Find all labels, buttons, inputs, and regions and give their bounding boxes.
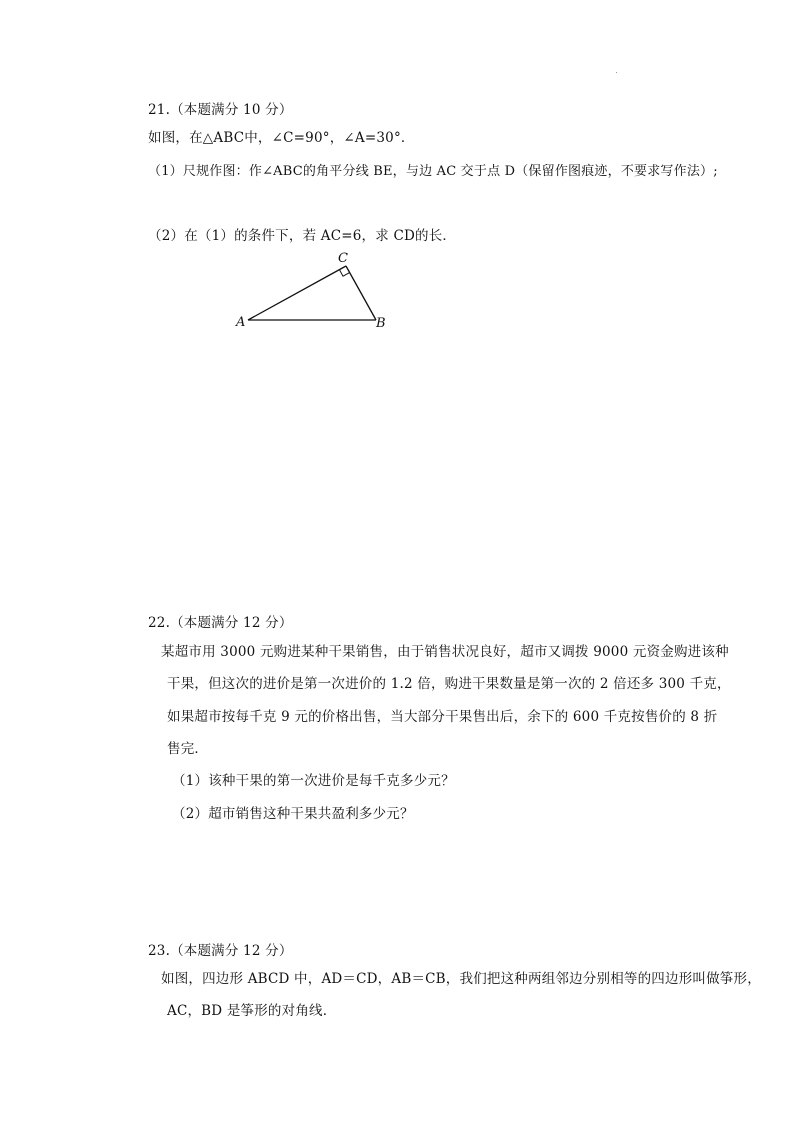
vertex-c-label: C xyxy=(338,251,348,266)
q23-heading: 23.（本题满分 12 分） xyxy=(148,943,293,959)
q23-line1: 如图，四边形 ABCD 中，AD＝CD，AB＝CB，我们把这种两组邻边分别相等的四边形叫做筝形， xyxy=(161,971,761,987)
q22-part2: （2）超市销售这种干果共盈利多少元？ xyxy=(172,806,414,822)
q22-line4: 售完． xyxy=(167,741,209,757)
q22-line1: 某超市用 3000 元购进某种干果销售，由于销售状况良好，超市又调拨 9000 元资金购进该种 xyxy=(161,644,729,660)
q21-heading: 21.（本题满分 10 分） xyxy=(148,102,293,118)
q21-intro: 如图，在△ABC中，∠C=90°，∠A=30°． xyxy=(148,130,415,146)
q23-line2: AC，BD 是筝形的对角线． xyxy=(167,1003,337,1019)
q22-heading: 22.（本题满分 12 分） xyxy=(148,615,293,631)
q22-line2: 干果，但这次的进价是第一次进价的 1.2 倍，购进干果数量是第一次的 2 倍还多 300 千克， xyxy=(167,676,731,692)
q21-part1: （1）尺规作图：作∠ABC的角平分线 BE，与边 AC 交于点 D（保留作图痕迹，不要求写作法）; xyxy=(148,164,718,179)
q22-line3: 如果超市按每千克 9 元的价格出售，当大部分干果售出后，余下的 600 千克按售价的 8 折 xyxy=(167,709,718,725)
q22-part1: （1）该种干果的第一次进价是每千克多少元？ xyxy=(172,773,455,789)
page-mark xyxy=(616,72,617,73)
triangle-abc-figure xyxy=(228,246,398,336)
q21-part2: （2）在（1）的条件下，若 AC=6，求 CD的长． xyxy=(148,228,457,244)
side-ac xyxy=(248,266,346,320)
vertex-b-label: B xyxy=(376,316,386,331)
vertex-a-label: A xyxy=(236,315,246,330)
side-cb xyxy=(346,266,376,320)
